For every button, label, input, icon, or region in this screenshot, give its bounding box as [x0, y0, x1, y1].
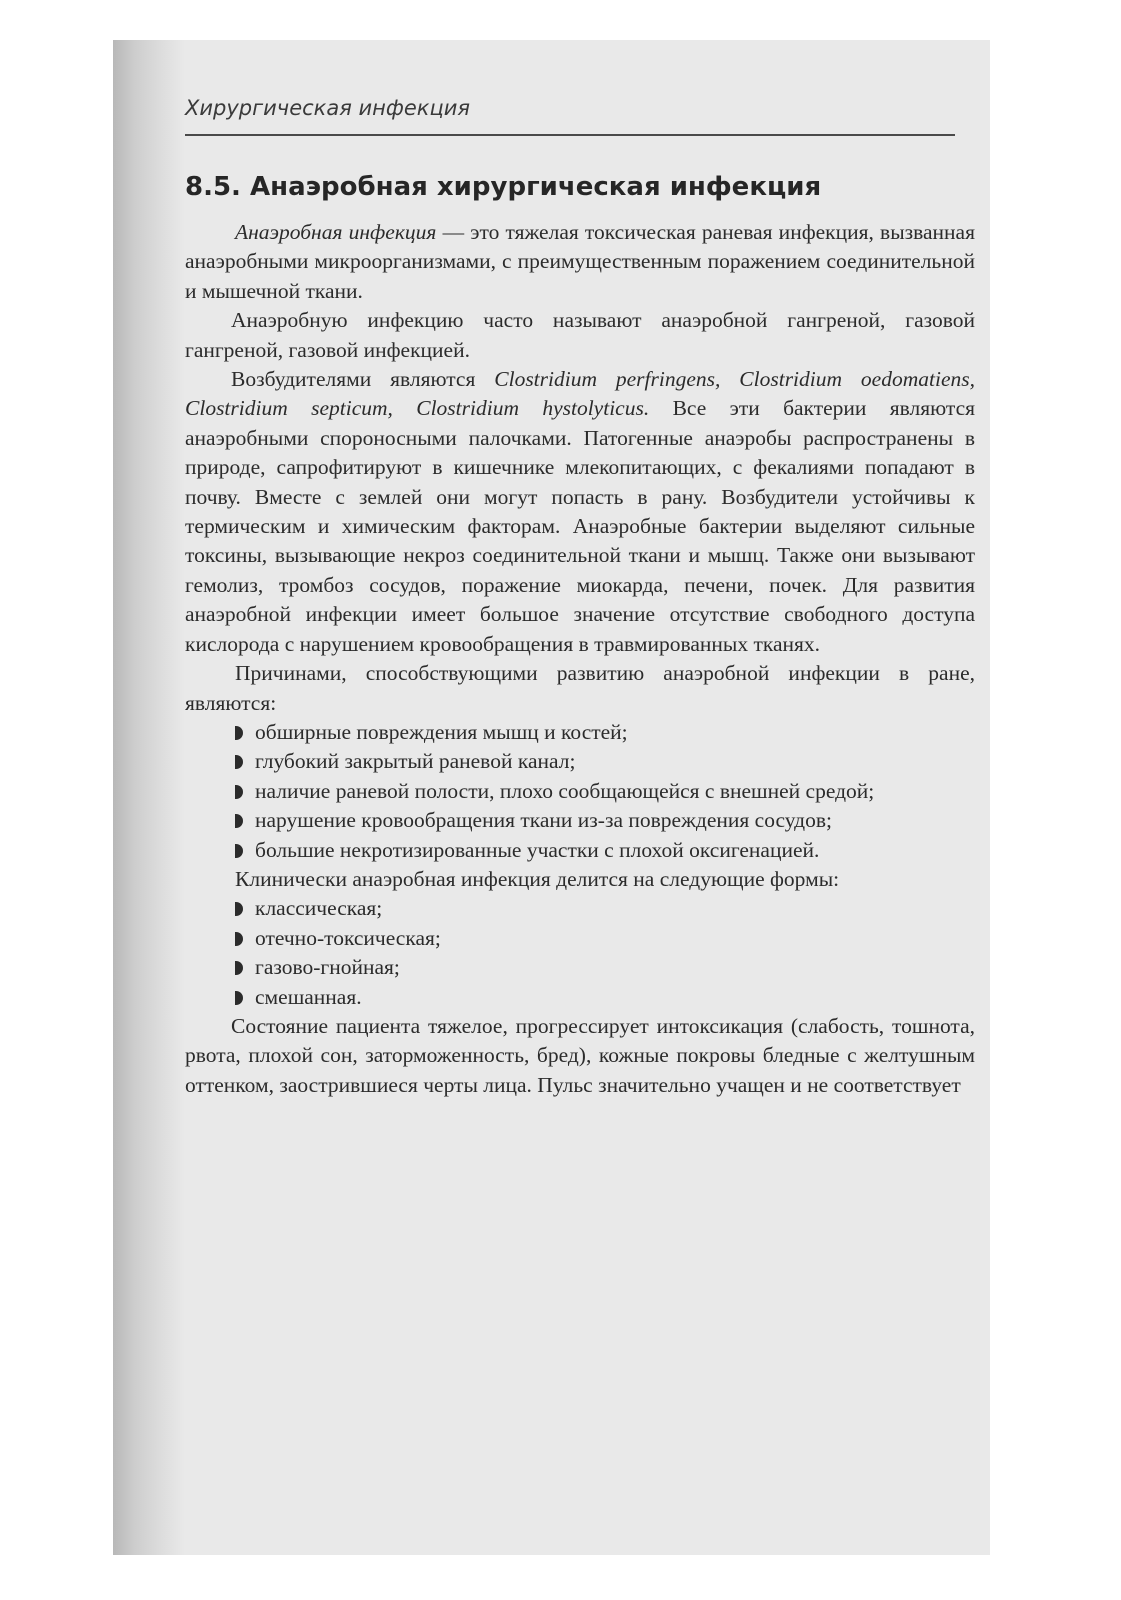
term-anaerobic-infection: Анаэробная инфекция	[235, 220, 437, 244]
paragraph-causes-intro: Причинами, способствующими развитию анаэробной инфекции в ране, являются:	[185, 661, 975, 715]
bullet-icon	[235, 932, 243, 946]
header-rule	[185, 134, 955, 136]
list-item-text: обширные повреждения мышц и костей;	[255, 719, 628, 744]
page-content	[185, 92, 975, 1100]
paragraph-forms-intro: Клинически анаэробная инфекция делится на следующие формы:	[235, 866, 840, 891]
bullet-icon	[235, 961, 243, 975]
list-item	[255, 983, 975, 1012]
list-item-text: глубокий закрытый раневой канал;	[255, 749, 576, 774]
forms-list	[185, 894, 975, 1012]
list-item	[255, 777, 975, 806]
bullet-icon	[235, 814, 243, 828]
section-title: 8.5. Анаэробная хирургическая инфекция	[185, 172, 822, 202]
list-item-text: наличие раневой полости, плохо сообщающейся с внешней средой;	[255, 778, 875, 803]
running-head: Хирургическая инфекция	[185, 96, 471, 120]
list-item	[255, 747, 975, 776]
paragraph-pathogens	[185, 365, 975, 659]
list-item-text: отечно-токсическая;	[255, 925, 441, 950]
list-item-text: смешанная.	[255, 984, 362, 1009]
list-item-text: классическая;	[255, 896, 383, 921]
bullet-icon	[235, 785, 243, 799]
list-item	[255, 718, 975, 747]
list-item-text: нарушение кровообращения ткани из-за повреждения сосудов;	[255, 808, 832, 833]
paragraph-synonyms: Анаэробную инфекцию часто называют анаэробной гангреной, газовой гангреной, газовой инфекцией.	[185, 308, 975, 362]
pathogens-text: Все эти бактерии являются анаэробными спороносными палочками. Патогенные анаэробы распространены в природе, сапрофитируют в кишечнике млекопитающих, с фекалиями попадают в почву. Вместе с землей они могут попасть в рану. Возбудители устойчивы к термическим и химическим факторам. Анаэробные бактерии выделяют сильные токсины, вызывающие некроз соединительной ткани и мышц. Также они вызывают гемолиз, тромбоз сосудов, поражение миокарда, печени, почек. Для развития анаэробной инфекции имеет большое значение отсутствие свободного доступа кислорода с нарушением кровообращения в травмированных тканях.	[185, 396, 976, 656]
definition-text: — это тяжелая токсическая раневая инфекция, вызванная анаэробными микроорганизмами, с преимущественным поражением соединительной и мышечной ткани.	[185, 220, 975, 303]
body-text	[185, 218, 975, 1100]
paragraph-definition	[185, 218, 975, 306]
page-spine-shadow	[113, 40, 185, 1555]
list-item	[255, 894, 975, 923]
list-item	[255, 806, 975, 835]
list-item-text: большие некротизированные участки с плохой оксигенацией.	[255, 837, 820, 862]
list-item	[255, 953, 975, 982]
bullet-icon	[235, 755, 243, 769]
bullet-icon	[235, 991, 243, 1005]
bullet-icon	[235, 902, 243, 916]
bullet-icon	[235, 726, 243, 740]
pathogens-lead: Возбудителями являются	[231, 367, 495, 392]
list-item-text: газово-гнойная;	[255, 955, 400, 980]
paragraph-patient-state: Состояние пациента тяжелое, прогрессирует интоксикация (слабость, тошнота, рвота, плохой сон, заторможенность, бред), кожные покровы бледные с желтушным оттенком, заострившиеся черты лица. Пульс значительно учащен и не соответствует	[185, 1013, 975, 1097]
list-item	[255, 924, 975, 953]
bullet-icon	[235, 844, 243, 858]
causes-list	[185, 718, 975, 865]
pathogen-species: Clostridium perfringens, Clostridium oedomatiens, Clostridium septicum, Clostridium hystolyticus.	[185, 367, 975, 421]
list-item	[255, 836, 975, 865]
